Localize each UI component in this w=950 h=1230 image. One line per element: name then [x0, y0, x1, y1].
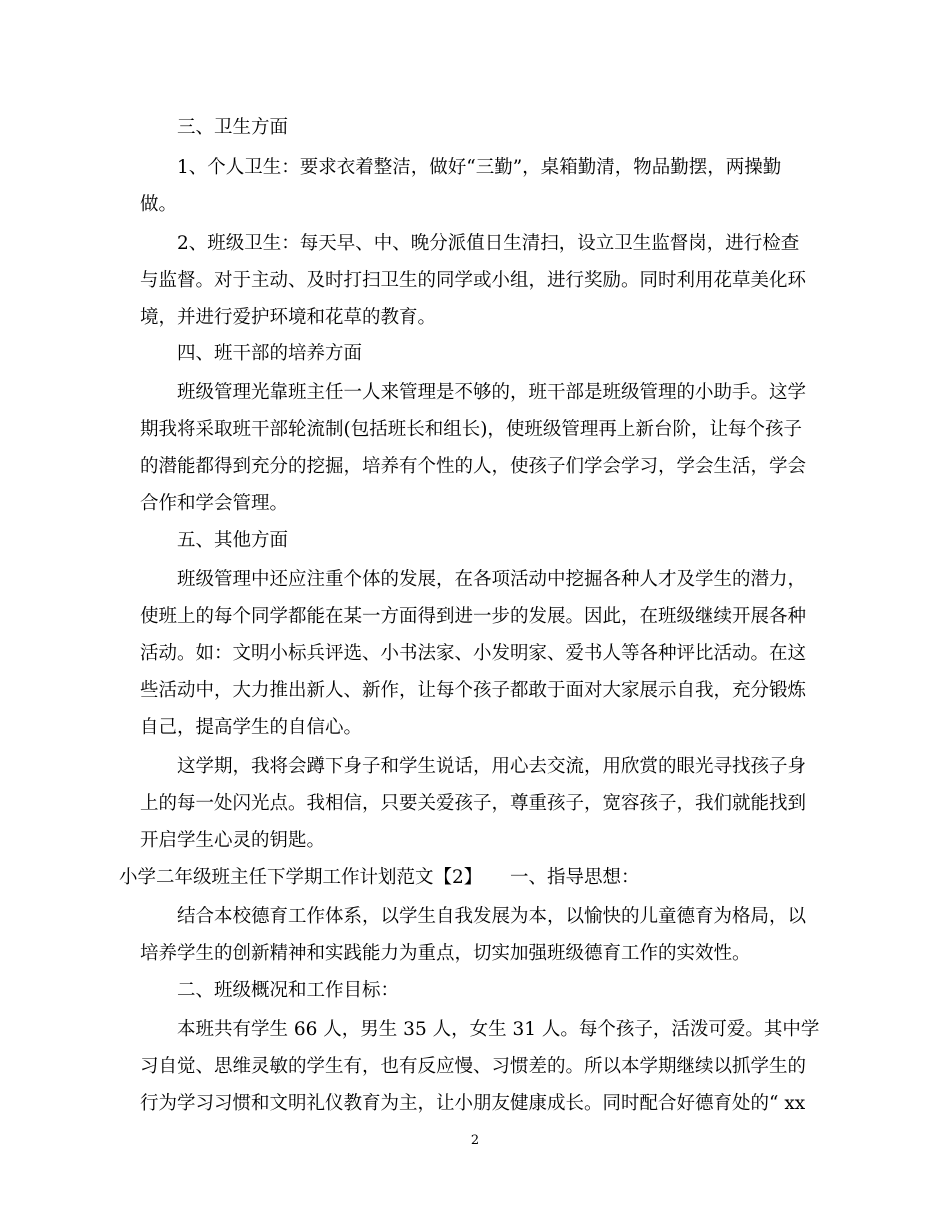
section-title-plan-2: 小学二年级班主任下学期工作计划范文【2】 一、指导思想：	[119, 867, 640, 888]
paragraph-line: 开启学生心灵的钥匙。	[140, 830, 326, 851]
paragraph-line: 培养学生的创新精神和实践能力为重点，切实加强班级德育工作的实效性。	[140, 943, 751, 964]
paragraph-line: 班级管理光靠班主任一人来管理是不够的，班干部是班级管理的小助手。这学	[177, 382, 807, 403]
paragraph-line: 班级管理中还应注重个体的发展，在各项活动中挖掘各种人才及学生的潜力，	[177, 569, 807, 590]
paragraph-line: 2、班级卫生：每天早、中、晚分派值日生清扫，设立卫生监督岗，进行检查	[177, 233, 800, 254]
paragraph-line: 习自觉、思维灵敏的学生有，也有反应慢、习惯差的。所以本学期继续以抓学生的	[140, 1056, 807, 1077]
heading-class-overview: 二、班级概况和工作目标：	[177, 980, 400, 1001]
paragraph-line: 些活动中，大力推出新人、新作，让每个孩子都敢于面对大家展示自我，充分锻炼	[140, 680, 807, 701]
heading-hygiene: 三、卫生方面	[177, 117, 289, 138]
heading-class-cadres: 四、班干部的培养方面	[177, 343, 363, 364]
paragraph-line: 境，并进行爱护环境和花草的教育。	[140, 307, 437, 328]
paragraph-line: 1、个人卫生：要求衣着整洁，做好“三勤”，桌箱勤清，物品勤摆，两操勤	[177, 157, 782, 178]
paragraph-line: 本班共有学生 66 人，男生 35 人，女生 31 人。每个孩子，活泼可爱。其中学	[177, 1019, 820, 1040]
heading-other: 五、其他方面	[177, 530, 289, 551]
paragraph-line: 行为学习习惯和文明礼仪教育为主，让小朋友健康成长。同时配合好德育处的“ xx	[140, 1093, 806, 1114]
paragraph-line: 使班上的每个同学都能在某一方面得到进一步的发展。因此，在班级继续开展各种	[140, 606, 807, 627]
paragraph-line: 与监督。对于主动、及时打扫卫生的同学或小组，进行奖励。同时利用花草美化环	[140, 270, 807, 291]
paragraph-line: 结合本校德育工作体系，以学生自我发展为本，以愉快的儿童德育为格局，以	[177, 906, 807, 927]
paragraph-line: 上的每一处闪光点。我相信，只要关爱孩子，尊重孩子，宽容孩子，我们就能找到	[140, 793, 807, 814]
paragraph-line: 期我将采取班干部轮流制(包括班长和组长)，使班级管理再上新台阶，让每个孩子	[140, 419, 802, 440]
paragraph-line: 这学期，我将会蹲下身子和学生说话，用心去交流，用欣赏的眼光寻找孩子身	[177, 756, 807, 777]
paragraph-line: 的潜能都得到充分的挖掘，培养有个性的人，使孩子们学会学习，学会生活，学会	[140, 456, 807, 477]
paragraph-line: 活动。如：文明小标兵评选、小书法家、小发明家、爱书人等各种评比活动。在这	[140, 643, 807, 664]
paragraph-line: 合作和学会管理。	[140, 493, 289, 514]
paragraph-line: 做。	[140, 194, 178, 215]
page-number: 2	[470, 1133, 480, 1148]
paragraph-line: 自己，提高学生的自信心。	[140, 717, 363, 738]
